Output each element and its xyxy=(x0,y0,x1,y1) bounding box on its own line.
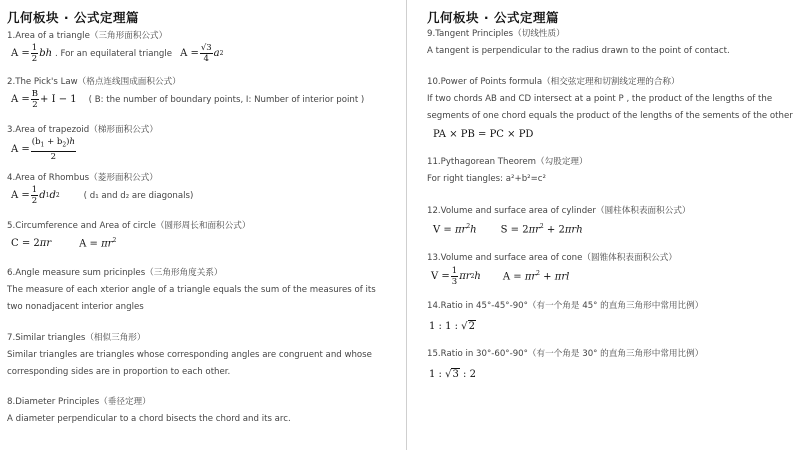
section-triangle-area xyxy=(7,30,223,64)
section-title: 14.Ratio in 45°-45°-90°（有一个角是 45° 的直角三角形中常用比例） xyxy=(427,301,704,311)
section-power-of-points xyxy=(427,76,793,140)
section-title: 3.Area of trapezoid（梯形面积公式） xyxy=(7,125,158,135)
formula-power-of-points: PA × PB = PC × PD xyxy=(433,129,534,140)
formula-circle: C = 2πr $A = \pi r^2$ xyxy=(11,237,117,250)
picks-note: ( B: the number of boundary points, I: Number of interior point ) xyxy=(88,94,365,105)
formula-cylinder: $V = \pi r^2h$ $S = 2\pi r^2 + 2\pi rh$ xyxy=(433,223,583,236)
section-title: 13.Volume and surface area of cone（圆锥体积表面积公式） xyxy=(427,253,677,263)
section-trapezoid-area xyxy=(7,124,158,162)
right-page xyxy=(407,0,800,450)
section-ratio-45 xyxy=(427,300,703,332)
section-title: 6.Angle measure sum pricinples（三角形角度关系） xyxy=(7,268,223,278)
section-title: 1.Area of a triangle（三角形面积公式） xyxy=(7,31,168,41)
formula-cone: V = $\frac{1}{3}$ πr 2 h $A = \pi r^2 + \pi rl$ xyxy=(431,266,570,287)
section-cone xyxy=(427,252,677,287)
section-title: 5.Circumference and Area of circle（圆形周长和面积公式） xyxy=(7,221,251,231)
section-circle xyxy=(7,220,250,249)
section-title: 12.Volume and surface area of cylinder（圆柱体积表面积公式） xyxy=(427,206,691,216)
paragraph-line: A tangent is perpendicular to the radius drawn to the point of contact. xyxy=(427,46,730,56)
section-title: 11.Pythagorean Theorem（勾股定理） xyxy=(427,157,588,167)
section-pythagorean xyxy=(427,156,588,188)
section-diameter xyxy=(7,396,291,428)
section-similar-triangles xyxy=(7,332,372,381)
formula-triangle-area: A = $\frac{1}{2}$ bh . For an equilateral triangle A = $\frac{√3}{4}$ a 2 xyxy=(11,43,224,64)
left-page-title: 几何板块 · 公式定理篇 xyxy=(7,10,139,25)
formula-rhombus-area: A = $\frac{1}{2}$ d 1 d 2 ( d₁ and d₂ are diagonals) xyxy=(11,185,194,206)
section-title: 2.The Pick's Law（格点连线围成面积公式） xyxy=(7,77,181,87)
paragraph-line: two nonadjacent interior angles xyxy=(7,302,144,312)
paragraph-line: corresponding sides are in proportion to each other. xyxy=(7,367,231,377)
paragraph-line: segments of one chord equals the product of the lengths of the sements of the other xyxy=(427,111,793,121)
section-title: 9.Tangent Principles（切线性质） xyxy=(427,29,565,39)
section-picks-law xyxy=(7,76,364,110)
section-tangent xyxy=(427,28,730,60)
section-title: 7.Similar triangles（相似三角形） xyxy=(7,333,146,343)
section-rhombus-area xyxy=(7,172,193,206)
section-angle-sum xyxy=(7,267,376,316)
paragraph-line: For right tiangles: a²+b²=c² xyxy=(427,174,546,184)
section-ratio-30 xyxy=(427,348,703,380)
right-page-title: 几何板块 · 公式定理篇 xyxy=(427,10,559,25)
paragraph-line: If two chords AB and CD intersect at a point P , the product of the lengths of the xyxy=(427,94,773,104)
paragraph-line: A diameter perpendicular to a chord bisects the chord and its arc. xyxy=(7,414,291,424)
formula-picks-law: A = $\frac{B}{2}$ + I − 1 ( B: the number of boundary points, I: Number of interior point ) xyxy=(11,89,365,110)
section-cylinder xyxy=(427,205,691,235)
rhombus-note: ( d₁ and d₂ are diagonals) xyxy=(83,190,194,201)
formula-trapezoid-area: A = $\frac{(b_1 + b_2)h}{2}$ xyxy=(11,137,75,162)
equilateral-note: . For an equilateral triangle xyxy=(55,48,173,59)
section-title: 10.Power of Points formula（相交弦定理和切割线定理的合称） xyxy=(427,77,680,87)
section-title: 8.Diameter Principles（垂径定理） xyxy=(7,397,151,407)
paragraph-line: Similar triangles are triangles whose corresponding angles are congruent and whose xyxy=(7,350,372,360)
section-title: 15.Ratio in 30°-60°-90°（有一个角是 30° 的直角三角形中常用比例） xyxy=(427,349,704,359)
section-title: 4.Area of Rhombus（菱形面积公式） xyxy=(7,173,158,183)
paragraph-line: The measure of each xterior angle of a triangle equals the sum of the measures of its xyxy=(7,285,376,295)
formula-ratio-45: 1 : 1 : √2 xyxy=(429,321,475,332)
formula-ratio-30: 1 : √3 : 2 xyxy=(429,369,476,380)
